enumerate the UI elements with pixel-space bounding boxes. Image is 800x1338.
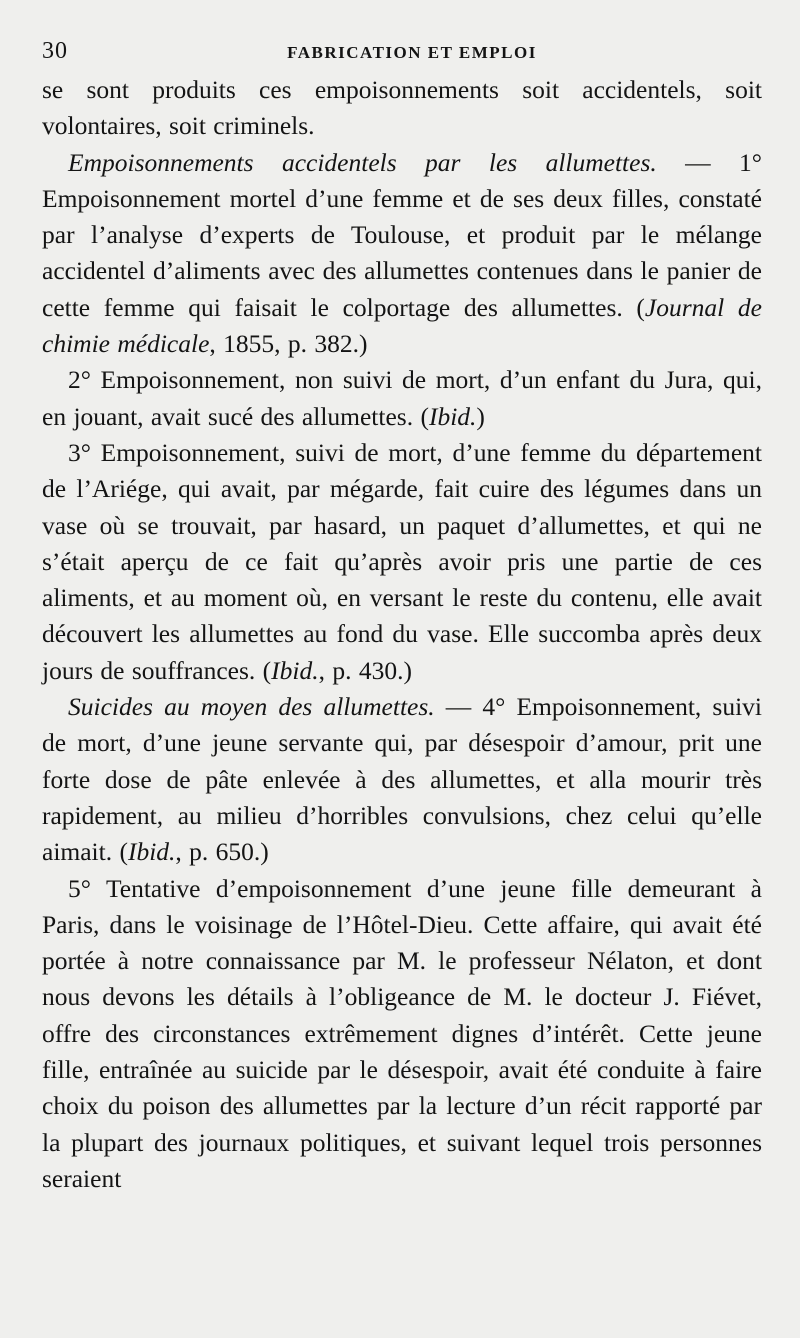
paragraph-text: — 4° Empoisonnement, suivi de mort, d’une jeune servante qui, par désespoir d’amour, prit une forte dose de pâte enlevée à des allumettes, et alla mourir très rapidement, au milieu d’horribles convulsions, chez celui qu’elle aimait. ( — [42, 692, 763, 867]
section-heading-suicides: Suicides au moyen des allumettes. — [68, 692, 435, 722]
reference-end: ) — [476, 401, 485, 431]
ibid-reference: Ibid. — [271, 655, 319, 685]
paragraph-text: 3° Empoisonnement, suivi de mort, d’une femme du département de l’Ariége, qui avait, par mégarde, fait cuire des légumes dans un vase où se trouvait, par hasard, un paquet d’allumettes, et qui ne s’était aperçu de ce fait qu’après avoir pris une partie de ces aliments, et au moment où, en versant le reste du contenu, elle avait découvert les allumettes au fond du vase. Elle succomba après deux jours de souffrances. ( — [42, 437, 762, 685]
paragraph-text: — 1° Empoisonnement mortel d’une femme et de ses deux filles, constaté par l’analyse d’experts de Toulouse, et produit par le mélange accidentel d’aliments avec des allumettes contenues dans le panier de cette femme qui faisait le colportage des allumettes. ( — [42, 147, 762, 322]
ibid-reference: Ibid. — [127, 837, 176, 867]
source-reference: , 1855, p. 382.) — [209, 329, 368, 359]
paragraph-accidental-poisonings — [42, 145, 762, 363]
page-number: 30 — [42, 38, 68, 64]
paragraph-continuation — [42, 72, 762, 145]
section-heading-accidental: Empoisonnements accidentels par les allumettes. — [68, 147, 657, 177]
paragraph-suicides — [42, 689, 762, 870]
paragraph-text: se sont produits ces empoisonnements soit accidentels, soit volontaires, soit criminels. — [42, 75, 762, 141]
running-title: FABRICATION ET EMPLOI — [287, 43, 537, 62]
paragraph-text: 2° Empoisonnement, non suivi de mort, d’un enfant du Jura, qui, en jouant, avait sucé des allumettes. ( — [42, 365, 762, 431]
paragraph-case-2 — [42, 362, 762, 435]
running-head — [42, 34, 762, 68]
paragraph-case-5 — [42, 871, 762, 1198]
ibid-reference: Ibid. — [428, 401, 477, 431]
reference-end: , p. 650.) — [175, 837, 269, 867]
body-text — [42, 72, 762, 1197]
reference-end: , p. 430.) — [318, 655, 412, 685]
paragraph-case-3 — [42, 435, 762, 689]
source-title: Journal de chimie médicale — [42, 292, 762, 359]
paragraph-text: 5° Tentative d’empoisonnement d’une jeune fille demeurant à Paris, dans le voisinage de l’Hôtel-Dieu. Cette affaire, qui avait été portée à notre connaissance par M. le professeur Nélaton, et dont nous devons les détails à l’obligeance de M. le docteur J. Fiévet, offre des circonstances extrêmement dignes d’intérêt. Cette jeune fille, entraînée au suicide par le désespoir, avait été conduite à faire choix du poison des allumettes par la lecture d’un récit rapporté par la plupart des journaux politiques, et suivant lequel trois personnes seraient — [42, 873, 762, 1193]
